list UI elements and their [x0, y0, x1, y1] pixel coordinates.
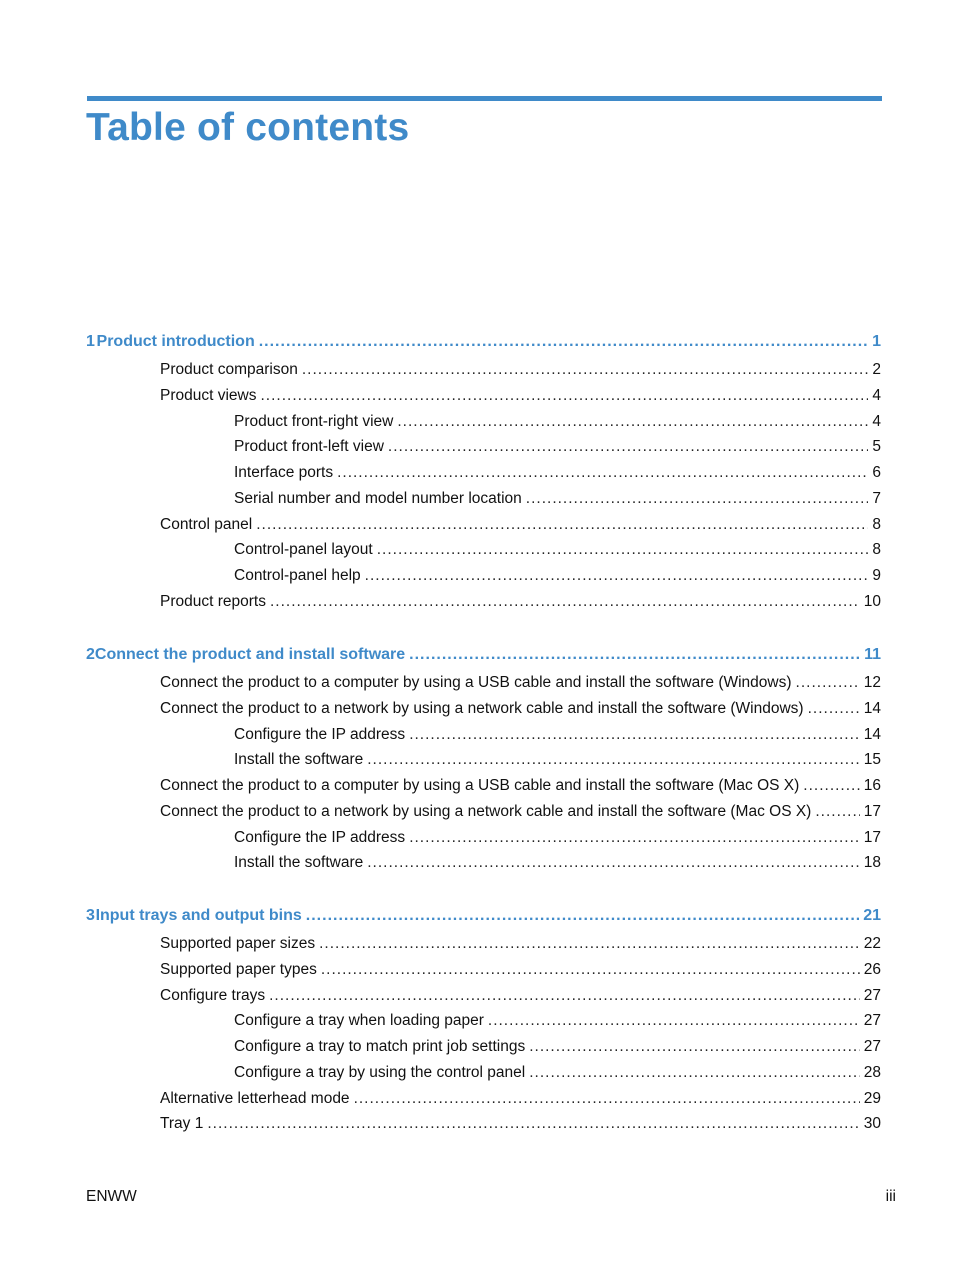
dot-leader	[354, 1087, 860, 1111]
toc-entry[interactable]	[0, 1009, 954, 1033]
toc-entry[interactable]	[0, 384, 954, 408]
dot-leader	[256, 513, 868, 537]
toc-entry[interactable]	[0, 958, 954, 982]
entry-page: 5	[872, 438, 881, 456]
dot-leader	[367, 748, 860, 772]
entry-title: Configure a tray to match print job settings	[234, 1038, 526, 1055]
dot-leader	[409, 723, 860, 747]
entry-title: Configure the IP address	[234, 828, 406, 846]
dot-leader	[259, 330, 868, 354]
chapter-title: Product introduction	[96, 333, 255, 350]
chapter-number: 2	[86, 646, 95, 663]
page-title: Table of contents	[86, 106, 410, 149]
entry-title: Serial number and model number location	[234, 489, 522, 507]
entry-page: 8	[872, 541, 881, 559]
toc-entry[interactable]	[0, 800, 954, 824]
entry-title: Connect the product to a computer by using a USB cable and install the software (Windows)	[160, 674, 792, 691]
dot-leader	[796, 671, 860, 695]
dot-leader	[377, 538, 869, 562]
entry-page: 4	[872, 386, 881, 404]
entry-title: Control-panel layout	[234, 541, 373, 559]
toc-chapter-3[interactable]	[0, 904, 954, 928]
entry-page: 17	[863, 802, 881, 820]
entry-title: Supported paper sizes	[160, 935, 316, 952]
entry-title: Alternative letterhead mode	[160, 1089, 350, 1107]
entry-title: Product views	[160, 386, 257, 404]
entry-title: Install the software	[234, 751, 364, 769]
dot-leader	[321, 958, 860, 982]
entry-title: Product front-right view	[234, 412, 394, 430]
entry-page: 2	[872, 361, 881, 378]
title-rule	[87, 96, 882, 101]
entry-title: Install the software	[234, 854, 364, 872]
entry-page: 12	[863, 674, 881, 691]
dot-leader	[367, 851, 860, 875]
entry-page: 15	[863, 751, 881, 769]
toc-entry[interactable]	[0, 410, 954, 434]
toc-chapter-1[interactable]	[0, 330, 954, 354]
toc-entry[interactable]	[0, 851, 954, 875]
toc-entry[interactable]	[0, 984, 954, 1008]
chapter-title: Input trays and output bins	[95, 907, 302, 924]
entry-title: Connect the product to a network by using a network cable and install the software (Mac OS X)	[160, 802, 812, 820]
entry-title: Supported paper types	[160, 960, 317, 978]
entry-page: 4	[872, 412, 881, 430]
dot-leader	[269, 984, 860, 1008]
dot-leader	[270, 590, 860, 614]
toc-entry[interactable]	[0, 538, 954, 562]
entry-title: Configure a tray when loading paper	[234, 1012, 484, 1030]
dot-leader	[808, 697, 860, 721]
entry-page: 17	[863, 828, 881, 846]
toc-entry[interactable]	[0, 1112, 954, 1136]
entry-page: 8	[872, 515, 881, 533]
entry-title: Connect the product to a computer by using a USB cable and install the software (Mac OS X)	[160, 777, 800, 794]
dot-leader	[526, 487, 869, 511]
toc-entry[interactable]	[0, 932, 954, 956]
chapter-number: 3	[86, 907, 95, 924]
dot-leader	[529, 1061, 860, 1085]
entry-title: Interface ports	[234, 464, 334, 481]
dot-leader	[529, 1035, 860, 1059]
footer-page-number: iii	[885, 1188, 896, 1205]
chapter-page: 21	[863, 907, 881, 924]
chapter-page: 1	[872, 333, 881, 350]
entry-title: Connect the product to a network by using a network cable and install the software (Windows)	[160, 699, 804, 717]
entry-title: Control-panel help	[234, 567, 361, 584]
toc-entry[interactable]	[0, 435, 954, 459]
entry-title: Configure a tray by using the control panel	[234, 1063, 526, 1081]
entry-page: 27	[863, 1038, 881, 1055]
toc-entry[interactable]	[0, 723, 954, 747]
entry-title: Product front-left view	[234, 438, 384, 456]
entry-page: 10	[863, 592, 881, 610]
entry-page: 6	[872, 464, 881, 481]
toc-entry[interactable]	[0, 671, 954, 695]
toc-entry[interactable]	[0, 774, 954, 798]
toc-entry[interactable]	[0, 487, 954, 511]
dot-leader	[319, 932, 860, 956]
chapter-page: 11	[864, 646, 881, 663]
dot-leader	[388, 435, 868, 459]
entry-title: Control panel	[160, 515, 253, 533]
dot-leader	[365, 564, 869, 588]
entry-title: Configure trays	[160, 986, 266, 1004]
entry-title: Product reports	[160, 592, 266, 610]
entry-page: 14	[863, 699, 881, 717]
dot-leader	[815, 800, 859, 824]
dot-leader	[306, 904, 859, 928]
dot-leader	[409, 643, 860, 667]
entry-title: Configure the IP address	[234, 725, 406, 743]
toc-entry[interactable]	[0, 564, 954, 588]
entry-page: 14	[863, 725, 881, 743]
dot-leader	[337, 461, 868, 485]
toc-entry[interactable]	[0, 358, 954, 382]
dot-leader	[803, 774, 859, 798]
dot-leader	[260, 384, 868, 408]
entry-title: Product comparison	[160, 361, 298, 378]
dot-leader	[397, 410, 868, 434]
toc-entry[interactable]	[0, 697, 954, 721]
entry-page: 26	[863, 960, 881, 978]
entry-page: 18	[863, 854, 881, 872]
entry-title: Tray 1	[160, 1115, 204, 1133]
entry-page: 30	[863, 1115, 881, 1133]
toc-entry[interactable]	[0, 1087, 954, 1111]
footer-left: ENWW	[86, 1188, 137, 1205]
toc-entry[interactable]	[0, 461, 954, 485]
chapter-number: 1	[86, 333, 95, 350]
toc-entry[interactable]	[0, 590, 954, 614]
dot-leader	[302, 358, 869, 382]
entry-page: 29	[863, 1089, 881, 1107]
entry-page: 9	[872, 567, 881, 584]
toc-chapter-2[interactable]	[0, 643, 954, 667]
entry-page: 7	[872, 489, 881, 507]
toc-entry[interactable]	[0, 513, 954, 537]
toc-entry[interactable]	[0, 1035, 954, 1059]
toc-entry[interactable]	[0, 826, 954, 850]
entry-page: 27	[863, 986, 881, 1004]
entry-page: 16	[863, 777, 881, 794]
dot-leader	[409, 826, 860, 850]
entry-page: 22	[863, 935, 881, 952]
toc-entry[interactable]	[0, 748, 954, 772]
entry-page: 27	[863, 1012, 881, 1030]
chapter-title: Connect the product and install software	[94, 646, 406, 663]
dot-leader	[207, 1112, 859, 1136]
dot-leader	[488, 1009, 860, 1033]
entry-page: 28	[863, 1063, 881, 1081]
toc-entry[interactable]	[0, 1061, 954, 1085]
